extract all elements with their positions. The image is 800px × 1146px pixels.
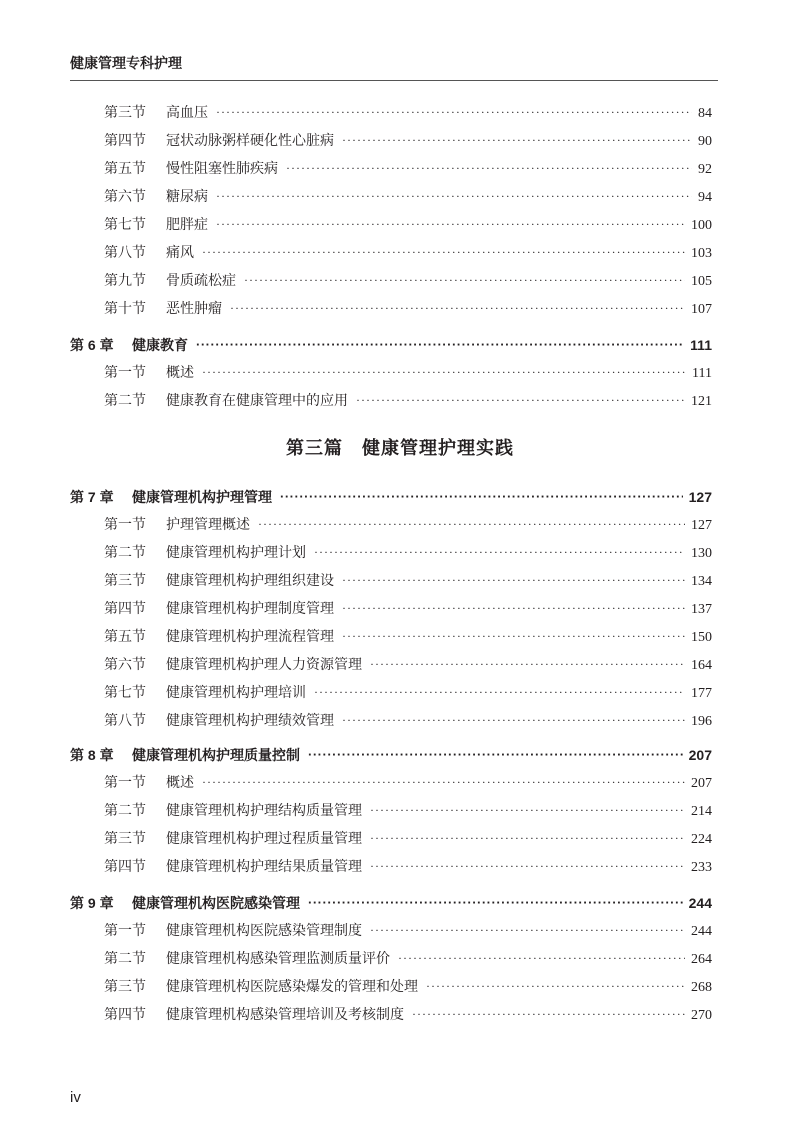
toc-leader-dots: [286, 158, 692, 178]
toc-chapter-number: 第 9 章: [70, 895, 114, 911]
toc-leader-dots: [370, 920, 685, 940]
toc-chapter-number: 第 8 章: [70, 747, 114, 763]
header-rule: [70, 80, 718, 81]
toc-section-number: 第四节: [104, 134, 146, 149]
toc-section-title: 概述: [166, 776, 194, 791]
toc-chapter-row[interactable]: [70, 487, 712, 507]
toc-leader-dots: [426, 976, 685, 996]
toc-section-number: 第一节: [104, 366, 146, 381]
toc-leader-dots: [314, 682, 685, 702]
toc-section-number: 第一节: [104, 518, 146, 533]
toc-leader-dots: [308, 892, 683, 912]
toc-page-number: 233: [691, 860, 712, 875]
toc-leader-dots: [216, 186, 692, 206]
toc-section-title: 痛风: [166, 246, 194, 261]
toc-section-title: 慢性阻塞性肺疾病: [166, 162, 278, 177]
toc-chapter-title: 健康教育: [132, 337, 188, 353]
toc-page-number: 100: [691, 218, 712, 233]
toc-section-row[interactable]: [70, 103, 712, 124]
toc-section-title: 健康管理机构感染管理培训及考核制度: [166, 1008, 404, 1023]
toc-section-number: 第二节: [104, 952, 146, 967]
toc-section-title: 健康管理机构护理培训: [166, 686, 306, 701]
toc-page-number: 164: [691, 658, 712, 673]
toc-leader-dots: [370, 856, 685, 876]
toc-page-number: 105: [691, 274, 712, 289]
toc-page-number: 90: [698, 134, 712, 149]
toc-section-number: 第六节: [104, 658, 146, 673]
toc-section-number: 第五节: [104, 630, 146, 645]
toc-section-title: 健康管理机构护理制度管理: [166, 602, 334, 617]
toc-page-number: 94: [698, 190, 712, 205]
toc-page-number: 244: [691, 924, 712, 939]
toc-section-number: 第八节: [104, 246, 146, 261]
toc-leader-dots: [342, 130, 692, 150]
toc-section-row[interactable]: [70, 949, 712, 970]
toc-page-number: 196: [691, 714, 712, 729]
toc-section-title: 健康管理机构医院感染爆发的管理和处理: [166, 980, 418, 995]
toc-section-row[interactable]: [70, 655, 712, 676]
toc-page-number: 244: [688, 895, 712, 911]
toc-page-number: 268: [691, 980, 712, 995]
toc-section-number: 第二节: [104, 804, 146, 819]
toc-section-number: 第三节: [104, 574, 146, 589]
toc-section-number: 第八节: [104, 714, 146, 729]
toc-section-title: 骨质疏松症: [166, 274, 236, 289]
toc-chapter-row[interactable]: [70, 745, 712, 765]
toc-section-row[interactable]: [70, 271, 712, 292]
toc-leader-dots: [370, 654, 685, 674]
toc-leader-dots: [370, 828, 685, 848]
toc-section-number: 第五节: [104, 162, 146, 177]
toc-section-title: 健康管理机构护理过程质量管理: [166, 832, 362, 847]
toc-section-row[interactable]: [70, 627, 712, 648]
toc-page-number: 264: [691, 952, 712, 967]
toc-leader-dots: [308, 744, 683, 764]
toc-section-row[interactable]: [70, 131, 712, 152]
toc-section-row[interactable]: [70, 711, 712, 732]
toc-section-number: 第十节: [104, 302, 146, 317]
toc-leader-dots: [230, 298, 685, 318]
toc-leader-dots: [216, 214, 685, 234]
toc-section-number: 第九节: [104, 274, 146, 289]
toc-leader-dots: [202, 772, 685, 792]
toc-section-row[interactable]: [70, 1005, 712, 1026]
toc-leader-dots: [216, 102, 692, 122]
toc-leader-dots: [342, 626, 685, 646]
toc-page-number: 150: [691, 630, 712, 645]
toc-section-number: 第一节: [104, 924, 146, 939]
toc-page-number: 92: [698, 162, 712, 177]
toc-leader-dots: [314, 542, 685, 562]
toc-section-number: 第七节: [104, 218, 146, 233]
toc-section-title: 健康管理机构护理计划: [166, 546, 306, 561]
toc-page-number: 270: [691, 1008, 712, 1023]
toc-leader-dots: [356, 390, 685, 410]
toc-chapter-number: 第 6 章: [70, 337, 114, 353]
toc-section-title: 概述: [166, 366, 194, 381]
toc-section-row[interactable]: [70, 299, 712, 320]
toc-chapter-row[interactable]: [70, 893, 712, 913]
toc-section-row[interactable]: [70, 773, 712, 794]
toc-section-title: 健康管理机构感染管理监测质量评价: [166, 952, 390, 967]
toc-section-number: 第六节: [104, 190, 146, 205]
toc-leader-dots: [280, 486, 683, 506]
toc-section-title: 健康管理机构护理绩效管理: [166, 714, 334, 729]
toc-section-row[interactable]: [70, 857, 712, 878]
toc-section-row[interactable]: [70, 243, 712, 264]
toc-section-row[interactable]: [70, 159, 712, 180]
toc-section-row[interactable]: [70, 515, 712, 536]
toc-section-title: 健康管理机构护理结构质量管理: [166, 804, 362, 819]
toc-leader-dots: [342, 710, 685, 730]
toc-section-title: 护理管理概述: [166, 518, 250, 533]
toc-section-title: 健康管理机构护理组织建设: [166, 574, 334, 589]
toc-section-title: 健康管理机构医院感染管理制度: [166, 924, 362, 939]
toc-section-row[interactable]: [70, 921, 712, 942]
toc-section-row[interactable]: [70, 363, 712, 384]
toc-chapter-title: 健康管理机构护理管理: [132, 489, 272, 505]
toc-section-row[interactable]: [70, 683, 712, 704]
toc-page-number: 224: [691, 832, 712, 847]
toc-section-row[interactable]: [70, 215, 712, 236]
toc-section-number: 第七节: [104, 686, 146, 701]
toc-section-row[interactable]: [70, 829, 712, 850]
toc-section-title: 肥胖症: [166, 218, 208, 233]
toc-section-number: 第四节: [104, 1008, 146, 1023]
toc-section-number: 第二节: [104, 394, 146, 409]
toc-section-row[interactable]: [70, 801, 712, 822]
toc-leader-dots: [258, 514, 685, 534]
toc-page-number: 134: [691, 574, 712, 589]
toc-section-number: 第四节: [104, 860, 146, 875]
toc-section-number: 第二节: [104, 546, 146, 561]
toc-page-number: 107: [691, 302, 712, 317]
toc-leader-dots: [370, 800, 685, 820]
toc-section-number: 第三节: [104, 832, 146, 847]
toc-leader-dots: [202, 362, 686, 382]
toc-section-title: 糖尿病: [166, 190, 208, 205]
toc-page-number: 111: [692, 366, 712, 381]
toc-leader-dots: [398, 948, 685, 968]
toc-section-title: 健康管理机构护理流程管理: [166, 630, 334, 645]
toc-section-title: 冠状动脉粥样硬化性心脏病: [166, 134, 334, 149]
toc-section-row[interactable]: [70, 187, 712, 208]
toc-chapter-row[interactable]: [70, 335, 712, 355]
toc-leader-dots: [196, 334, 684, 354]
toc-page-number: 130: [691, 546, 712, 561]
toc-page-number: 84: [698, 106, 712, 121]
toc-page-number: 127: [688, 489, 712, 505]
toc-page-number: 207: [691, 776, 712, 791]
toc-page-number: 111: [690, 337, 712, 353]
toc-section-row[interactable]: [70, 391, 712, 412]
toc-page-number: 127: [691, 518, 712, 533]
toc-section-row[interactable]: [70, 543, 712, 564]
toc-page-number: 207: [688, 747, 712, 763]
toc-page-number: 103: [691, 246, 712, 261]
toc-leader-dots: [412, 1004, 685, 1024]
toc-section-number: 第一节: [104, 776, 146, 791]
toc-section-number: 第四节: [104, 602, 146, 617]
page-number: iv: [70, 1089, 81, 1106]
toc-page-number: 177: [691, 686, 712, 701]
toc-section-title: 恶性肿瘤: [166, 302, 222, 317]
toc-page-number: 121: [691, 394, 712, 409]
toc-page-number: 214: [691, 804, 712, 819]
toc-section-title: 高血压: [166, 106, 208, 121]
toc-section-row[interactable]: [70, 599, 712, 620]
toc-leader-dots: [342, 570, 685, 590]
toc-chapter-title: 健康管理机构护理质量控制: [132, 747, 300, 763]
toc-section-title: 健康管理机构护理结果质量管理: [166, 860, 362, 875]
toc-section-title: 健康管理机构护理人力资源管理: [166, 658, 362, 673]
toc-leader-dots: [202, 242, 685, 262]
toc-section-row[interactable]: [70, 571, 712, 592]
toc-chapter-number: 第 7 章: [70, 489, 114, 505]
toc-chapter-title: 健康管理机构医院感染管理: [132, 895, 300, 911]
toc-section-number: 第三节: [104, 106, 146, 121]
running-head-title: 健康管理专科护理: [70, 55, 182, 71]
toc-section-row[interactable]: [70, 977, 712, 998]
part-title: 第三篇 健康管理护理实践: [286, 438, 514, 458]
toc-section-number: 第三节: [104, 980, 146, 995]
toc-page-number: 137: [691, 602, 712, 617]
toc-leader-dots: [342, 598, 685, 618]
toc-leader-dots: [244, 270, 685, 290]
toc-section-title: 健康教育在健康管理中的应用: [166, 394, 348, 409]
